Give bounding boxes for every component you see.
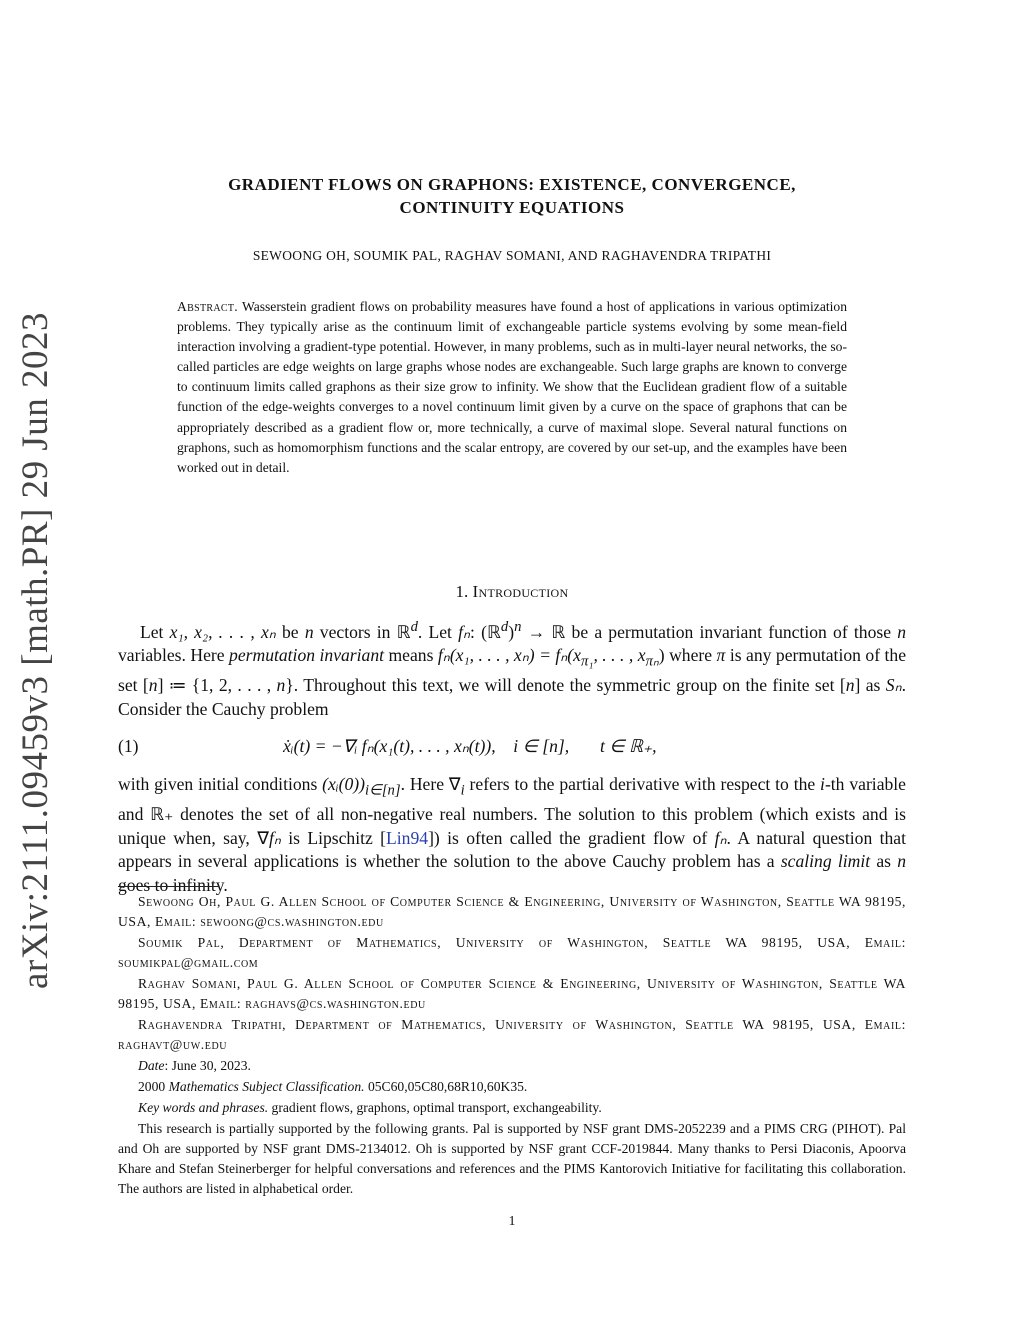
affiliation-tripathi: Raghavendra Tripathi, Department of Mathematics, University of Washington, Seattle WA 98195, USA, Email: raghavt@uw.edu bbox=[118, 1017, 907, 1052]
citation-link-lin94[interactable]: Lin94 bbox=[386, 827, 429, 848]
equation-number: (1) bbox=[118, 736, 139, 757]
title-line-1: GRADIENT FLOWS ON GRAPHONS: EXISTENCE, CONVERGENCE, bbox=[228, 175, 796, 194]
intro-paragraph-2: with given initial conditions $(xᵢ(0))_{i\in[n]}$. Here $\nabla_i$ refers to the partial derivative with respect to the i-th variable and ℝ₊ denotes the set of all non-negative real numbers. The solution to this problem (which exists and is unique when, say, ∇fₙ is Lipschitz [Lin94]) is often called the gradient flow of fₙ. A natural question that appears in several applications is whether the solution to the above Cauchy problem has a scaling limit as n goes to infinity. bbox=[118, 774, 906, 895]
arxiv-stamp bbox=[6, 311, 66, 989]
abstract-label: Abstract. bbox=[177, 299, 238, 314]
equation-body: ẋᵢ(t) = −∇ᵢ fₙ(x₁(t), . . . , xₙ(t)), i ∈ [n], t ∈ ℝ₊, bbox=[283, 736, 657, 757]
grants-paragraph: This research is partially supported by the following grants. Pal is supported by NSF grant DMS-2052239 and a PIMS CRG (PIHOT). Pal and Oh are supported by NSF grant DMS-2134012. Oh is supported by NSF grant CCF-2019844. Many thanks to Persi Diaconis, Apoorva Khare and Stefan Steinerberger for helpful conversations and references and the PIMS Kantorovich Initiative for facilitating this collaboration. The authors are listed in alphabetical order. bbox=[118, 1121, 906, 1196]
date-line: Date: June 30, 2023. bbox=[138, 1058, 251, 1073]
author-list: SEWOONG OH, SOUMIK PAL, RAGHAV SOMANI, AND RAGHAVENDRA TRIPATHI bbox=[252, 248, 772, 263]
introduction-body bbox=[118, 616, 906, 897]
footnote-divider bbox=[118, 886, 218, 887]
equation-1 bbox=[118, 731, 906, 761]
section-heading bbox=[120, 582, 904, 602]
msc-line: 2000 Mathematics Subject Classification. 05C60,05C80,68R10,60K35. bbox=[138, 1079, 528, 1094]
term-scaling-limit: scaling limit bbox=[780, 851, 871, 872]
page-number: 1 bbox=[508, 1214, 516, 1229]
section-number: 1. bbox=[455, 582, 469, 601]
section-title: Introduction bbox=[472, 582, 569, 601]
term-permutation-invariant: permutation invariant bbox=[229, 645, 385, 666]
affiliation-pal: Soumik Pal, Department of Mathematics, University of Washington, Seattle WA 98195, USA, Email: soumikpal@gmail.com bbox=[118, 935, 906, 970]
email-tripathi[interactable]: raghavt@uw.edu bbox=[118, 1037, 228, 1052]
abstract bbox=[177, 297, 847, 478]
affiliation-oh: Sewoong Oh, Paul G. Allen School of Computer Science & Engineering, University of Washington, Seattle WA 98195, USA, Email: sewoong@cs.washington.edu bbox=[118, 894, 906, 929]
email-oh[interactable]: sewoong@cs.washington.edu bbox=[200, 914, 384, 929]
keywords-line: Key words and phrases. gradient flows, graphons, optimal transport, exchangeability. bbox=[138, 1100, 602, 1115]
title-line-2: CONTINUITY EQUATIONS bbox=[399, 198, 625, 217]
arxiv-stamp-text: arXiv:2111.09459v3 [math.PR] 29 Jun 2023 bbox=[15, 311, 57, 989]
footnotes bbox=[118, 892, 906, 1200]
email-somani[interactable]: raghavs@cs.washington.edu bbox=[245, 996, 426, 1011]
affiliation-somani: Raghav Somani, Paul G. Allen School of Computer Science & Engineering, University of Washington, Seattle WA 98195, USA, Email: raghavs@cs.washington.edu bbox=[118, 976, 906, 1011]
paper-title bbox=[120, 173, 904, 219]
abstract-text: Wasserstein gradient flows on probability measures have found a host of applications in various optimization problems. They typically arise as the continuum limit of exchangeable particle systems evolving by some mean-field interaction involving a gradient-type potential. However, in many problems, such as in multi-layer neural networks, the so-called particles are edge weights on large graphs whose nodes are exchangeable. Such large graphs are known to converge to continuum limits called graphons as their size grow to infinity. We show that the Euclidean gradient flow of a suitable function of the edge-weights converges to a novel continuum limit given by a curve on the space of graphons that can be appropriately described as a gradient flow or, more technically, a curve of maximal slope. Several natural functions on graphons, such as homomorphism functions and the scalar entropy, are covered by our set-up, and the examples have been worked out in detail. bbox=[177, 299, 848, 475]
email-pal[interactable]: soumikpal@gmail.com bbox=[118, 955, 259, 970]
intro-paragraph-1: Let x₁, x₂, . . . , xₙ be n vectors in ℝ$^d$. Let fₙ: (ℝ$^d$)$^n$ → ℝ be a permutation invariant function of those n variables. Here permutation invariant means fₙ(x₁, . . . , $x_n) = f_n(x_{\pi_1}$, . . . , $x_{\pi_n}$) where π is any permutation of the set [n] ≔ {1, 2, . . . , n}. Throughout this text, we will denote the symmetric group on the finite set [n] as Sₙ. Consider the Cauchy problem bbox=[118, 619, 907, 719]
